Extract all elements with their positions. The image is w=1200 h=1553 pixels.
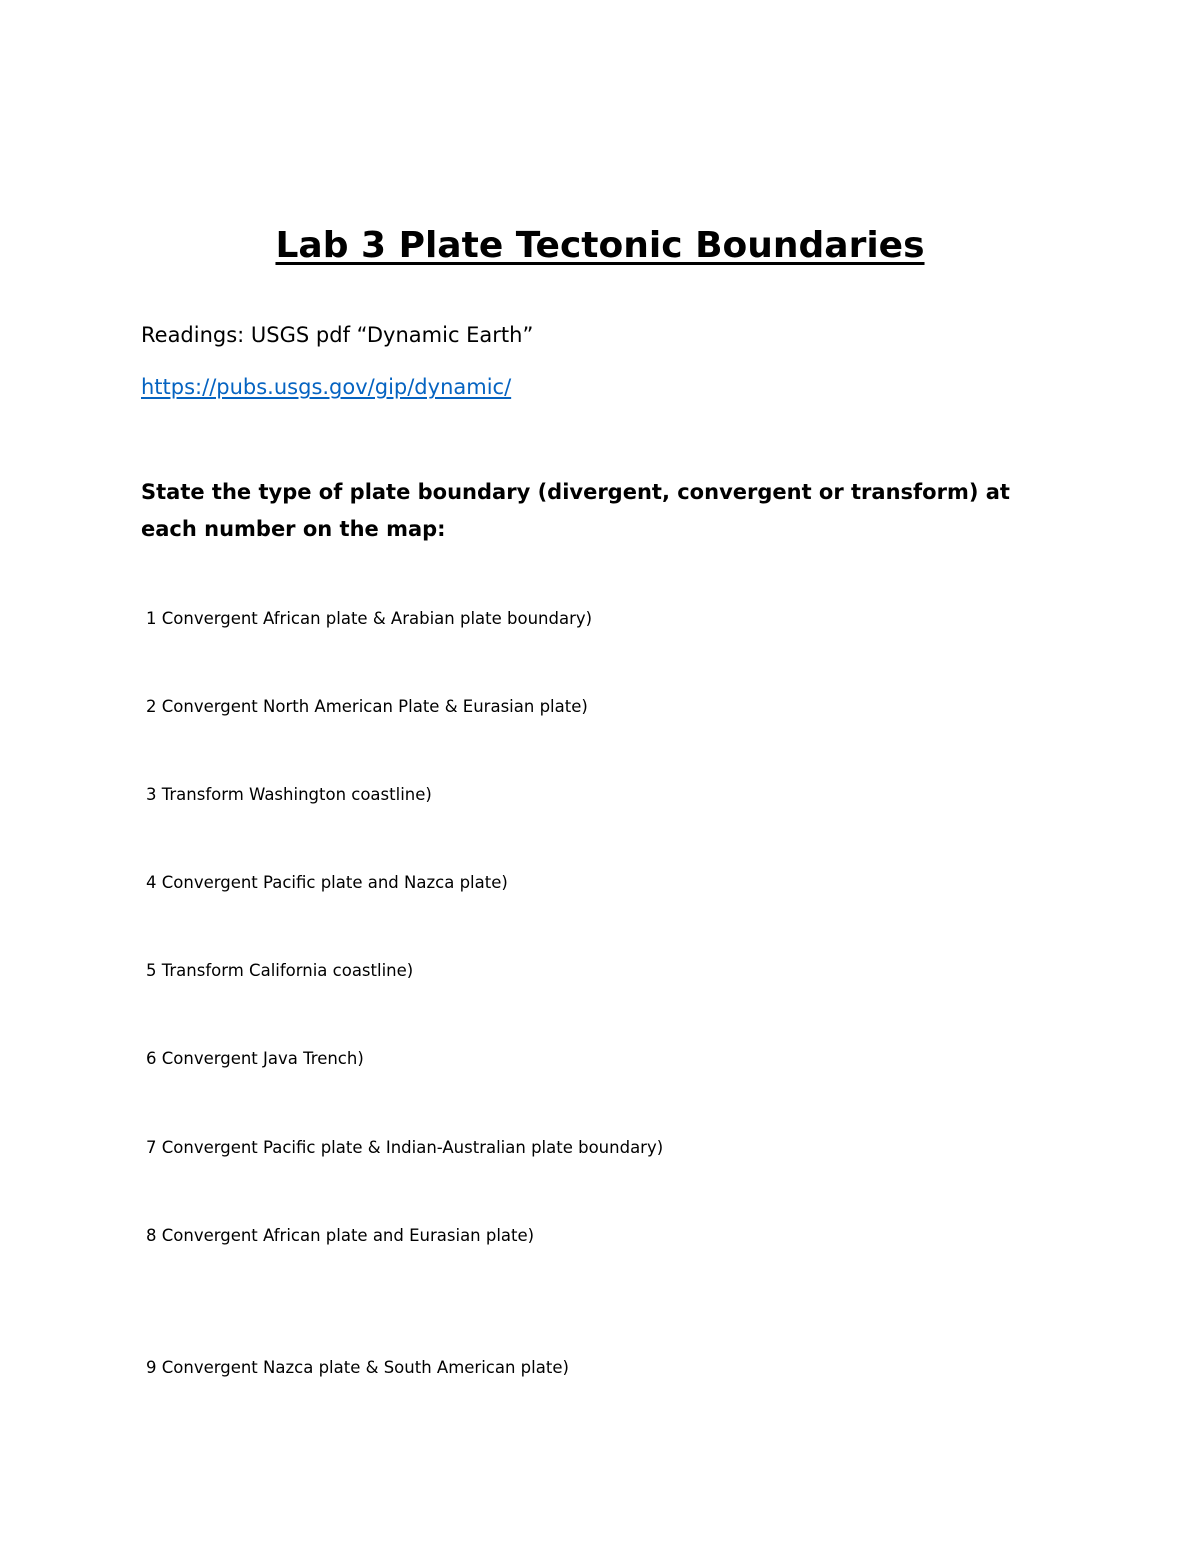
answer-item-5: 5 Transform California coastline) xyxy=(146,961,414,980)
answer-item-4: 4 Convergent Pacific plate and Nazca plate) xyxy=(146,873,508,892)
answer-item-7: 7 Convergent Pacific plate & Indian-Australian plate boundary) xyxy=(146,1138,664,1157)
instructions-text: State the type of plate boundary (divergent, convergent or transform) at each number on the map: xyxy=(141,480,1010,541)
answer-item-6: 6 Convergent Java Trench) xyxy=(146,1049,364,1068)
answer-item-3: 3 Transform Washington coastline) xyxy=(146,785,432,804)
answer-item-8: 8 Convergent African plate and Eurasian plate) xyxy=(146,1226,535,1245)
usgs-link[interactable]: https://pubs.usgs.gov/gip/dynamic/ xyxy=(141,375,512,399)
answer-item-2: 2 Convergent North American Plate & Eurasian plate) xyxy=(146,697,588,716)
answer-item-1: 1 Convergent African plate & Arabian plate boundary) xyxy=(146,609,593,628)
readings-text: Readings: USGS pdf “Dynamic Earth” xyxy=(141,323,534,347)
answer-item-9: 9 Convergent Nazca plate & South American plate) xyxy=(146,1358,569,1377)
document-title: Lab 3 Plate Tectonic Boundaries xyxy=(275,225,925,266)
